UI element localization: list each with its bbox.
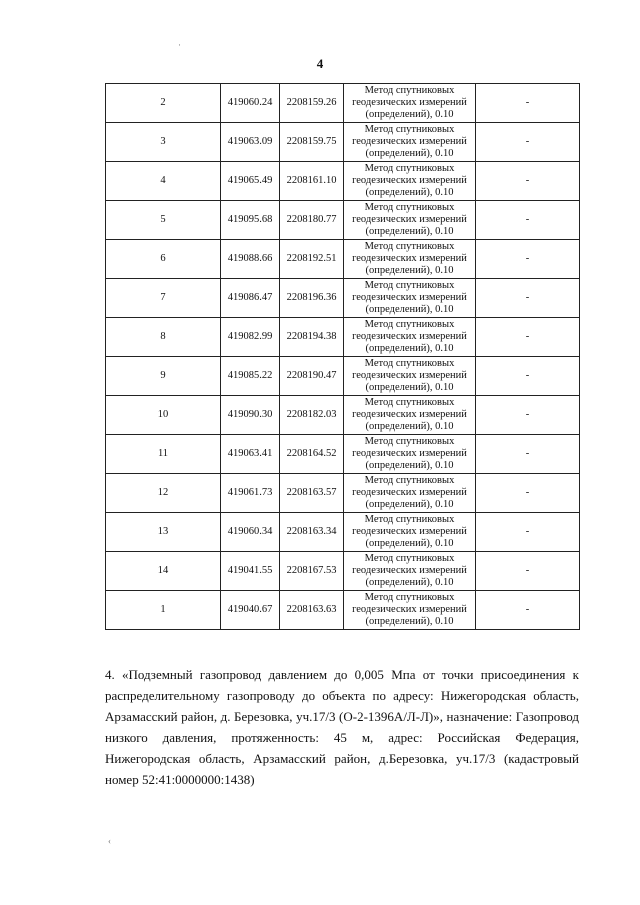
method-cell — [344, 435, 476, 474]
method-text-line: (определений), 0.10 — [365, 187, 454, 198]
y-coordinate-cell: 2208190.47 — [280, 357, 344, 396]
x-coordinate-cell: 419082.99 — [221, 318, 280, 357]
method-text-line: геодезических измерений — [352, 604, 467, 615]
table-row — [106, 435, 580, 474]
y-coordinate-cell: 2208159.75 — [280, 123, 344, 162]
description-cell: - — [476, 513, 580, 552]
method-text-line: (определений), 0.10 — [365, 304, 454, 315]
method-text-line: Метод спутниковых — [364, 358, 455, 369]
method-text-line: (определений), 0.10 — [365, 148, 454, 159]
method-text-line: геодезических измерений — [352, 214, 467, 225]
x-coordinate-cell: 419085.22 — [221, 357, 280, 396]
scan-mark: · — [178, 40, 181, 50]
point-number-cell: 10 — [106, 396, 221, 435]
y-coordinate-cell: 2208167.53 — [280, 552, 344, 591]
table-row — [106, 123, 580, 162]
method-text-line: геодезических измерений — [352, 253, 467, 264]
description-cell: - — [476, 123, 580, 162]
method-text-line: (определений), 0.10 — [365, 109, 454, 120]
y-coordinate-cell: 2208159.26 — [280, 84, 344, 123]
point-number-cell: 5 — [106, 201, 221, 240]
method-text-line: геодезических измерений — [352, 370, 467, 381]
page-number: 4 — [316, 56, 324, 71]
y-coordinate-cell: 2208192.51 — [280, 240, 344, 279]
description-cell: - — [476, 474, 580, 513]
point-number-cell: 14 — [106, 552, 221, 591]
method-text-line: Метод спутниковых — [364, 592, 455, 603]
point-number-cell: 9 — [106, 357, 221, 396]
point-number-cell: 4 — [106, 162, 221, 201]
method-text-line: (определений), 0.10 — [365, 343, 454, 354]
method-text-line: (определений), 0.10 — [365, 421, 454, 432]
table-row — [106, 318, 580, 357]
method-text-line: геодезических измерений — [352, 97, 467, 108]
x-coordinate-cell: 419041.55 — [221, 552, 280, 591]
method-cell — [344, 279, 476, 318]
x-coordinate-cell: 419090.30 — [221, 396, 280, 435]
x-coordinate-cell: 419061.73 — [221, 474, 280, 513]
method-text-line: Метод спутниковых — [364, 436, 455, 447]
method-cell — [344, 513, 476, 552]
object-description-paragraph: 4. «Подземный газопровод давлением до 0,005 Мпа от точки присоединения к распределительному газопроводу до объекта по адресу: Нижегородская область, Арзамасский район, д. Березовка, уч.17/3 (О-2-1396А/Л-Л)», назначение: Газопровод низкого давления, протяженность: 45 м, адрес: Российская Федерация, Нижегородская область, Арзамасский район, д.Березовка, уч.17/3 (кадастровый номер 52:41:0000000:1438) — [105, 667, 579, 787]
method-text-line: (определений), 0.10 — [365, 460, 454, 471]
method-text-line: Метод спутниковых — [364, 163, 455, 174]
y-coordinate-cell: 2208163.34 — [280, 513, 344, 552]
y-coordinate-cell: 2208194.38 — [280, 318, 344, 357]
table-row — [106, 513, 580, 552]
method-text-line: Метод спутниковых — [364, 124, 455, 135]
method-cell — [344, 474, 476, 513]
method-cell — [344, 201, 476, 240]
point-number-cell: 1 — [106, 591, 221, 630]
method-text-line: геодезических измерений — [352, 487, 467, 498]
method-cell — [344, 552, 476, 591]
description-cell: - — [476, 357, 580, 396]
point-number-cell: 13 — [106, 513, 221, 552]
x-coordinate-cell: 419063.41 — [221, 435, 280, 474]
method-text-line: геодезических измерений — [352, 409, 467, 420]
table-row — [106, 396, 580, 435]
table-row — [106, 240, 580, 279]
description-cell: - — [476, 591, 580, 630]
table-row — [106, 162, 580, 201]
method-text-line: (определений), 0.10 — [365, 265, 454, 276]
x-coordinate-cell: 419060.24 — [221, 84, 280, 123]
method-text-line: геодезических измерений — [352, 331, 467, 342]
table-row — [106, 552, 580, 591]
point-number-cell: 12 — [106, 474, 221, 513]
description-cell: - — [476, 318, 580, 357]
point-number-cell: 8 — [106, 318, 221, 357]
table-row — [106, 201, 580, 240]
method-text-line: Метод спутниковых — [364, 475, 455, 486]
description-cell: - — [476, 240, 580, 279]
method-text-line: геодезических измерений — [352, 175, 467, 186]
description-cell: - — [476, 435, 580, 474]
method-cell — [344, 318, 476, 357]
description-cell: - — [476, 162, 580, 201]
point-number-cell: 11 — [106, 435, 221, 474]
coordinates-table — [105, 83, 580, 630]
table-row — [106, 474, 580, 513]
method-text-line: Метод спутниковых — [364, 202, 455, 213]
method-text-line: (определений), 0.10 — [365, 616, 454, 627]
description-cell: - — [476, 279, 580, 318]
description-cell: - — [476, 201, 580, 240]
table-row — [106, 84, 580, 123]
method-text-line: Метод спутниковых — [364, 280, 455, 291]
x-coordinate-cell: 419063.09 — [221, 123, 280, 162]
description-cell: - — [476, 552, 580, 591]
method-cell — [344, 396, 476, 435]
point-number-cell: 6 — [106, 240, 221, 279]
scan-mark: ‹ — [108, 836, 111, 846]
method-text-line: геодезических измерений — [352, 526, 467, 537]
method-text-line: геодезических измерений — [352, 448, 467, 459]
method-text-line: геодезических измерений — [352, 565, 467, 576]
method-text-line: геодезических измерений — [352, 292, 467, 303]
method-cell — [344, 240, 476, 279]
table-row — [106, 279, 580, 318]
method-cell — [344, 162, 476, 201]
method-text-line: Метод спутниковых — [364, 397, 455, 408]
point-number-cell: 3 — [106, 123, 221, 162]
method-text-line: Метод спутниковых — [364, 241, 455, 252]
method-text-line: (определений), 0.10 — [365, 577, 454, 588]
y-coordinate-cell: 2208182.03 — [280, 396, 344, 435]
method-text-line: геодезических измерений — [352, 136, 467, 147]
x-coordinate-cell: 419086.47 — [221, 279, 280, 318]
method-cell — [344, 357, 476, 396]
point-number-cell: 2 — [106, 84, 221, 123]
y-coordinate-cell: 2208163.57 — [280, 474, 344, 513]
method-text-line: Метод спутниковых — [364, 553, 455, 564]
x-coordinate-cell: 419095.68 — [221, 201, 280, 240]
y-coordinate-cell: 2208180.77 — [280, 201, 344, 240]
x-coordinate-cell: 419040.67 — [221, 591, 280, 630]
method-text-line: Метод спутниковых — [364, 85, 455, 96]
method-text-line: (определений), 0.10 — [365, 538, 454, 549]
x-coordinate-cell: 419060.34 — [221, 513, 280, 552]
method-cell — [344, 123, 476, 162]
method-text-line: (определений), 0.10 — [365, 499, 454, 510]
method-text-line: Метод спутниковых — [364, 514, 455, 525]
method-text-line: (определений), 0.10 — [365, 226, 454, 237]
y-coordinate-cell: 2208196.36 — [280, 279, 344, 318]
method-cell — [344, 84, 476, 123]
description-cell: - — [476, 84, 580, 123]
method-cell — [344, 591, 476, 630]
y-coordinate-cell: 2208163.63 — [280, 591, 344, 630]
method-text-line: (определений), 0.10 — [365, 382, 454, 393]
x-coordinate-cell: 419088.66 — [221, 240, 280, 279]
description-cell: - — [476, 396, 580, 435]
x-coordinate-cell: 419065.49 — [221, 162, 280, 201]
y-coordinate-cell: 2208161.10 — [280, 162, 344, 201]
point-number-cell: 7 — [106, 279, 221, 318]
y-coordinate-cell: 2208164.52 — [280, 435, 344, 474]
table-row — [106, 591, 580, 630]
method-text-line: Метод спутниковых — [364, 319, 455, 330]
table-row — [106, 357, 580, 396]
